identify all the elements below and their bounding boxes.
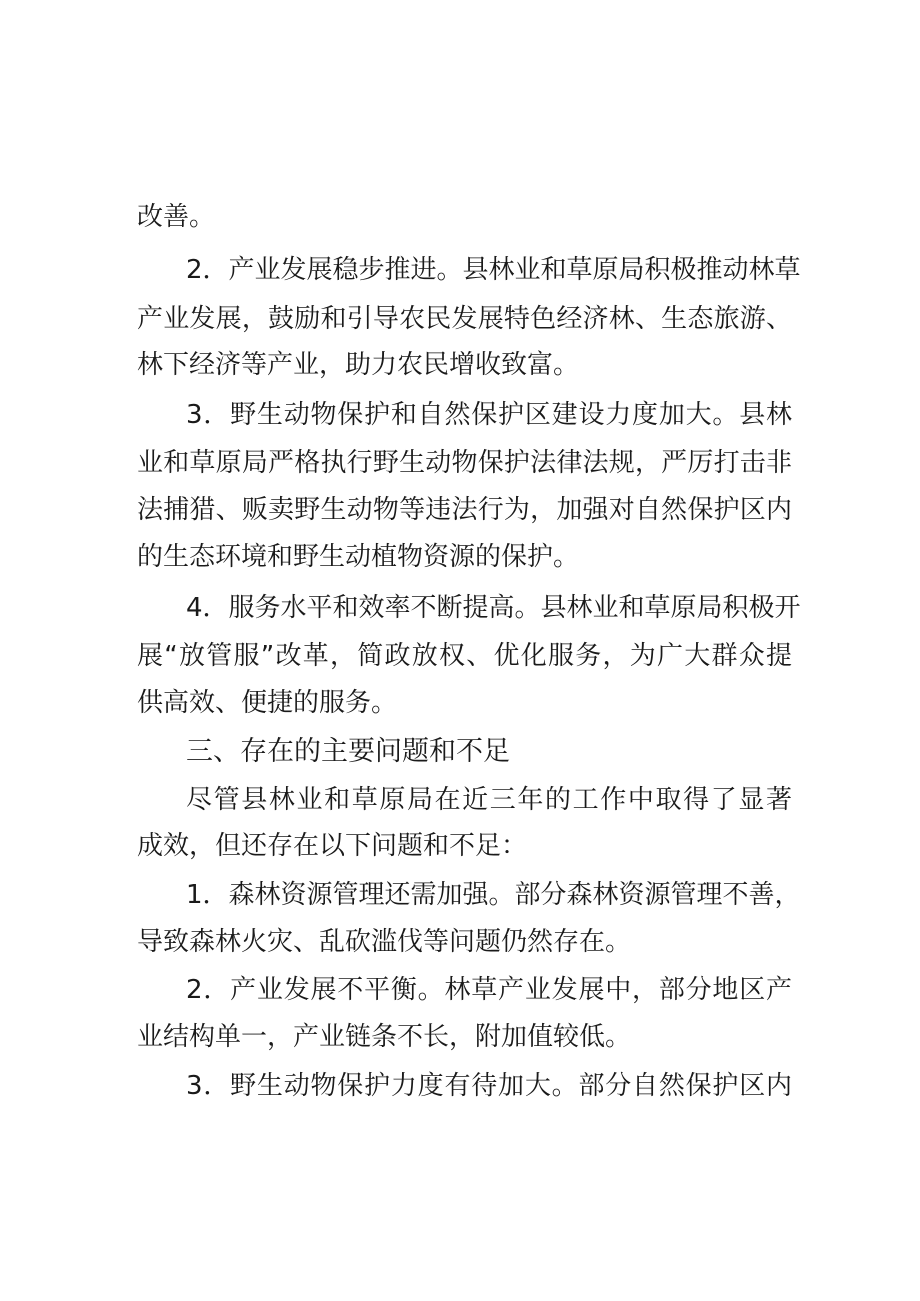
list-item-4-heading: 4．服务水平和效率不断提高。县林业和草原局积极开 <box>186 593 801 623</box>
problem-item-1: 1．森林资源管理还需加强。部分森林资源管理不善， <box>186 880 801 910</box>
text-line: 业和草原局严格执行野生动物保护法律法规，严厉打击非 <box>137 448 792 478</box>
text-line: 尽管县林业和草原局在近三年的工作中取得了显著 <box>186 785 792 815</box>
section-heading: 三、存在的主要问题和不足 <box>186 736 510 767</box>
text-line: 产业发展，鼓励和引导农民发展特色经济林、生态旅游、 <box>137 304 792 334</box>
problem-item-2: 2．产业发展不平衡。林草产业发展中，部分地区产 <box>186 975 792 1005</box>
text-line: 林下经济等产业，助力农民增收致富。 <box>137 350 580 380</box>
text-line: 导致森林火灾、乱砍滥伐等问题仍然存在。 <box>137 927 632 957</box>
text-line: 成效，但还存在以下问题和不足： <box>137 831 528 861</box>
text-line: 业结构单一，产业链条不长，附加值较低。 <box>137 1022 632 1052</box>
problem-item-3: 3．野生动物保护力度有待加大。部分自然保护区内 <box>186 1071 792 1101</box>
text-line: 展“放管服”改革，简政放权、优化服务，为广大群众提 <box>137 641 792 671</box>
list-item-2-heading: 2．产业发展稳步推进。县林业和草原局积极推动林草 <box>186 255 801 285</box>
text-line: 的生态环境和野生动植物资源的保护。 <box>137 542 580 572</box>
list-item-3-heading: 3．野生动物保护和自然保护区建设力度加大。县林 <box>186 400 792 430</box>
text-line: 供高效、便捷的服务。 <box>137 688 398 718</box>
text-line: 法捕猎、贩卖野生动物等违法行为，加强对自然保护区内 <box>137 495 792 525</box>
text-line: 改善。 <box>137 202 216 232</box>
